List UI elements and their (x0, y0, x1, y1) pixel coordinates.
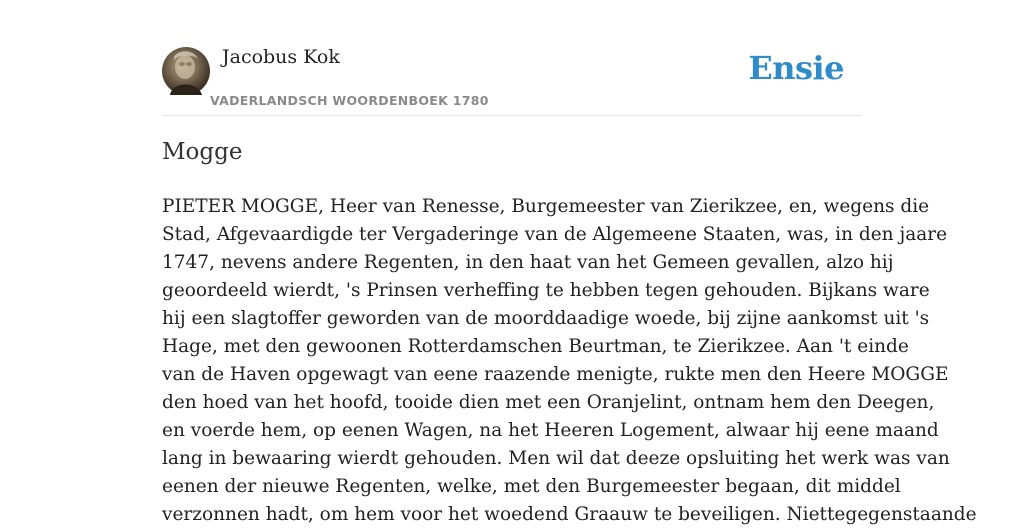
body-line: den hoed van het hoofd, tooide dien met een Oranjelint, ontnam hem den Deegen, (162, 392, 935, 413)
body-line: hij een slagtoffer geworden van de moorddaadige woede, bij zijne aankomst uit 's (162, 308, 930, 329)
body-line: van de Haven opgewagt van eene raazende menigte, rukte men den Heere MOGGE (162, 364, 949, 385)
header (162, 46, 862, 116)
body-line: geoordeeld wierdt, 's Prinsen verheffing te hebben tegen gehouden. Bijkans ware (162, 280, 930, 301)
body-line: Hage, met den gewoonen Rotterdamschen Beurtman, te Zierikzee. Aan 't einde (162, 336, 909, 357)
article-body (162, 193, 977, 529)
article-title: Mogge (162, 139, 243, 165)
body-line: lang in bewaaring wierdt gehouden. Men wil dat deeze opsluiting het werk was van (162, 448, 950, 469)
body-line: Stad, Afgevaardigde ter Vergaderinge van de Algemeene Staaten, was, in den jaare (162, 224, 948, 245)
source-label[interactable]: VADERLANDSCH WOORDENBOEK 1780 (210, 93, 489, 108)
body-line: eenen der nieuwe Regenten, welke, met den Burgemeester begaan, dit middel (162, 476, 901, 497)
body-line: en voerde hem, op eenen Wagen, na het Heeren Logement, alwaar hij eene maand (162, 420, 939, 441)
author-avatar[interactable] (162, 47, 210, 95)
body-line: verzonnen hadt, om hem voor het woedend Graauw te beveiligen. Niettegegenstaande (162, 504, 977, 525)
body-line: PIETER MOGGE, Heer van Renesse, Burgemeester van Zierikzee, en, wegens die (162, 196, 930, 217)
author-link[interactable]: Jacobus Kok (222, 46, 340, 68)
ensie-logo[interactable]: Ensie (748, 49, 844, 87)
body-line: 1747, nevens andere Regenten, in den haat van het Gemeen gevallen, alzo hij (162, 252, 894, 273)
